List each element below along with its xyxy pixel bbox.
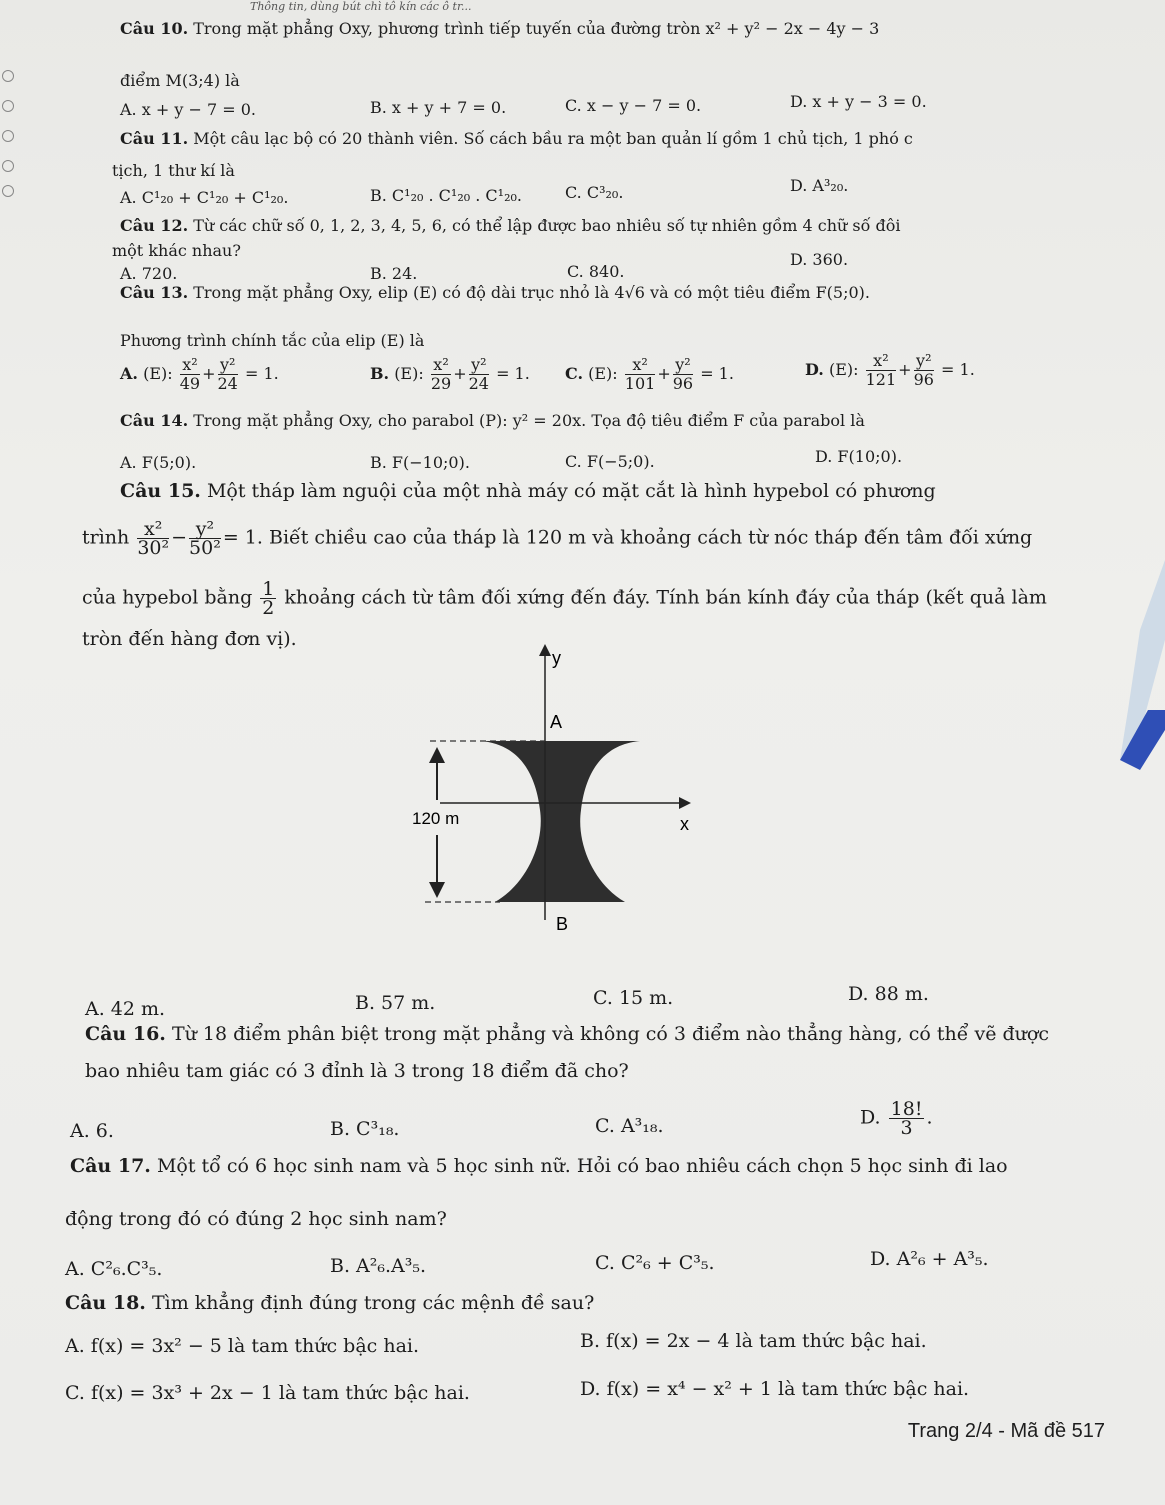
q10-option-c[interactable]: C. x − y − 7 = 0. [565,96,702,115]
q16-line1 [85,1020,1075,1048]
q14-option-c[interactable]: C. F(−5;0). [565,452,655,471]
q18-label: Câu 18. [65,1292,146,1314]
q12-option-b[interactable]: B. 24. [370,264,418,283]
q10-option-d[interactable]: D. x + y − 3 = 0. [790,92,927,111]
q18-option-b[interactable]: B. f(x) = 2x − 4 là tam thức bậc hai. [580,1330,927,1352]
q15-line2: trình $\frac{\text{x²}}{\text{30²}}$ − $\frac{\text{y²}}{\text{50²}}$ = 1. Biết chiều cao của tháp là 120 m và khoảng cách từ nóc tháp đến tâm đối xứng [82,518,1033,559]
q12-option-d[interactable]: D. 360. [790,250,849,269]
q13-text2: Phương trình chính tắc của elip (E) là [120,331,425,350]
q13-option-c[interactable]: C. (E): $\frac{\text{x²}}{101}$ + $\frac{\text{y²}}{96}$ = 1. [565,355,734,393]
q15-option-b[interactable]: B. 57 m. [355,992,436,1014]
q13-option-b[interactable]: B. (E): $\frac{\text{x²}}{29}$ + $\frac{\text{y²}}{24}$ = 1. [370,355,530,393]
q16-option-b[interactable]: B. C³₁₈. [330,1118,400,1140]
q14-option-d[interactable]: D. F(10;0). [815,447,903,466]
q12-option-c[interactable]: C. 840. [567,262,625,281]
q13-text: Trong mặt phẳng Oxy, elip (E) có độ dài trục nhỏ là 4√6 và có một tiêu điểm F(5;0). [193,283,870,302]
q10-text: Trong mặt phẳng Oxy, phương trình tiếp tuyến của đường tròn x² + y² − 2x − 4y − 3 [193,19,880,38]
header-note: Thông tin, dùng bút chì tô kín các ô tr... [250,0,472,13]
q11-option-d[interactable]: D. A³₂₀. [790,176,849,195]
q11-text: Một câu lạc bộ có 20 thành viên. Số cách bầu ra một ban quản lí gồm 1 chủ tịch, 1 phó c [193,129,913,148]
q12-label: Câu 12. [120,216,189,235]
q18-option-d[interactable]: D. f(x) = x⁴ − x² + 1 là tam thức bậc hai. [580,1378,970,1400]
punch-hole [2,160,14,172]
q17-text: Một tổ có 6 học sinh nam và 5 học sinh nữ. Hỏi có bao nhiêu cách chọn 5 học sinh đi lao [156,1155,1008,1177]
q14-option-b[interactable]: B. F(−10;0). [370,453,470,472]
q17-option-c[interactable]: C. C²₆ + C³₅. [595,1252,715,1274]
q16-text2: bao nhiêu tam giác có 3 đỉnh là 3 trong 18 điểm đã cho? [85,1060,629,1082]
q15-option-c[interactable]: C. 15 m. [593,987,674,1009]
pen-icon [1100,560,1165,770]
q13-option-d[interactable]: D. (E): $\frac{\text{x²}}{121}$ + $\frac{\text{y²}}{96}$ = 1. [805,351,975,389]
q16-label: Câu 16. [85,1023,166,1045]
q10-option-a[interactable]: A. x + y − 7 = 0. [120,100,256,119]
q10-option-b[interactable]: B. x + y + 7 = 0. [370,98,507,117]
q17-line1 [70,1152,1008,1180]
q10-label: Câu 10. [120,19,189,38]
q15-label: Câu 15. [120,480,201,502]
point-a-label: A [550,712,563,732]
y-axis-label: y [552,648,561,668]
q14-option-a[interactable]: A. F(5;0). [120,453,197,472]
q15-text: Một tháp làm nguội của một nhà máy có mặt cắt là hình hypebol có phương [206,480,936,502]
tower-figure [400,640,710,940]
q15-line1 [120,478,936,504]
q12-text2: một khác nhau? [112,241,241,260]
punch-hole [2,100,14,112]
q11-text2: tịch, 1 thư kí là [112,161,235,180]
punch-hole [2,185,14,197]
q11-option-a[interactable]: A. C¹₂₀ + C¹₂₀ + C¹₂₀. [120,188,289,207]
q16-option-a[interactable]: A. 6. [70,1120,114,1142]
punch-hole [2,70,14,82]
q17-label: Câu 17. [70,1155,151,1177]
q10-text2: điểm M(3;4) là [120,71,240,90]
q11-option-c[interactable]: C. C³₂₀. [565,183,624,202]
q16-option-d[interactable]: D. $\frac{18!}{3}$ . [860,1098,933,1139]
point-b-label: B [556,914,569,934]
q17-text2: động trong đó có đúng 2 học sinh nam? [65,1208,447,1230]
q11-option-b[interactable]: B. C¹₂₀ . C¹₂₀ . C¹₂₀. [370,186,522,205]
page-footer: Trang 2/4 - Mã đề 517 [907,1420,1105,1442]
q12-option-a[interactable]: A. 720. [120,264,178,283]
q13-line1 [120,282,870,304]
q12-text: Từ các chữ số 0, 1, 2, 3, 4, 5, 6, có thể lập được bao nhiêu số tự nhiên gồm 4 chữ số đôi [193,216,901,235]
q11-line1 [120,128,913,150]
q18-text: Tìm khẳng định đúng trong các mệnh đề sau? [151,1292,595,1314]
q17-option-d[interactable]: D. A²₆ + A³₅. [870,1248,989,1270]
q18-option-a[interactable]: A. f(x) = 3x² − 5 là tam thức bậc hai. [65,1335,420,1357]
x-axis-label: x [680,814,689,834]
q14-label: Câu 14. [120,411,189,430]
q15-option-d[interactable]: D. 88 m. [848,983,929,1005]
q16-option-c[interactable]: C. A³₁₈. [595,1115,664,1137]
height-label: 120 m [412,809,460,828]
q14-text: Trong mặt phẳng Oxy, cho parabol (P): y² = 20x. Tọa độ tiêu điểm F của parabol là [193,411,865,430]
q15-line3: của hypebol bằng $\frac{1}{2}$ khoảng cách từ tâm đối xứng đến đáy. Tính bán kính đáy của tháp (kết quả làm [82,578,1047,619]
q12-line1 [120,215,900,237]
q10-line1 [120,18,879,40]
q15-text4: tròn đến hàng đơn vị). [82,628,297,650]
tower-shape [481,741,640,902]
q13-label: Câu 13. [120,283,189,302]
q17-option-a[interactable]: A. C²₆.C³₅. [65,1258,163,1280]
q15-option-a[interactable]: A. 42 m. [85,998,166,1020]
q16-text: Từ 18 điểm phân biệt trong mặt phẳng và không có 3 điểm nào thẳng hàng, có thể vẽ được [171,1023,1049,1045]
q18-option-c[interactable]: C. f(x) = 3x³ + 2x − 1 là tam thức bậc hai. [65,1382,470,1404]
q18-line1 [65,1292,594,1314]
q17-option-b[interactable]: B. A²₆.A³₅. [330,1255,427,1277]
q14-line1 [120,410,865,432]
q13-option-a[interactable]: A. (E): $\frac{\text{x²}}{49}$ + $\frac{\text{y²}}{24}$ = 1. [120,355,279,393]
punch-hole [2,130,14,142]
q11-label: Câu 11. [120,129,189,148]
